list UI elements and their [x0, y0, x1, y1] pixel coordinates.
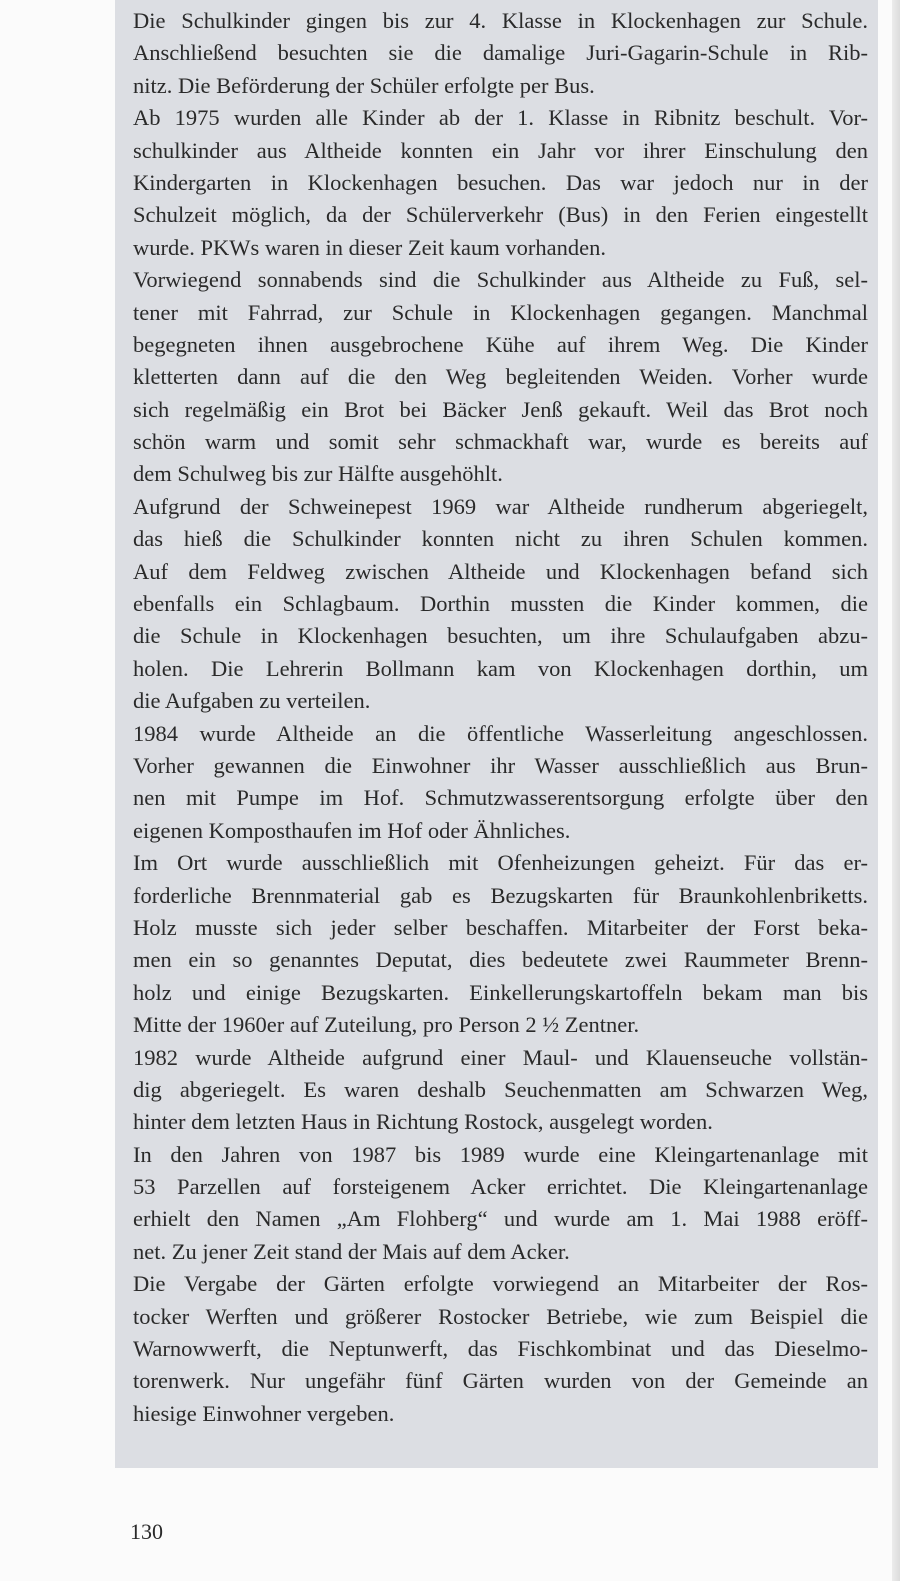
- text-line: Auf dem Feldweg zwischen Altheide und Klockenhagen befand sich: [133, 558, 868, 584]
- text-line: Anschließend besuchten sie die damalige Juri-Gagarin-Schule in Rib-: [133, 40, 868, 66]
- text-line: Vorwiegend sonnabends sind die Schulkinder aus Altheide zu Fuß, sel-: [133, 267, 868, 293]
- paragraph: [133, 1268, 868, 1430]
- text-line: sich regelmäßig ein Brot bei Bäcker Jenß gekauft. Weil das Brot noch: [133, 396, 868, 422]
- text-line: kletterten dann auf die den Weg begleitenden Weiden. Vorher wurde: [133, 364, 868, 390]
- text-line: 1982 wurde Altheide aufgrund einer Maul- und Klauenseuche vollstän-: [133, 1044, 868, 1070]
- text-line: Die Vergabe der Gärten erfolgte vorwiegend an Mitarbeiter der Ros-: [133, 1271, 868, 1297]
- text-line: ebenfalls ein Schlagbaum. Dorthin mussten die Kinder kommen, die: [133, 591, 868, 617]
- text-line: Schulzeit möglich, da der Schülerverkehr (Bus) in den Ferien eingestellt: [133, 202, 868, 228]
- text-line: Warnowwerft, die Neptunwerft, das Fischkombinat und das Dieselmo-: [133, 1336, 868, 1362]
- text-line: 1984 wurde Altheide an die öffentliche Wasserleitung angeschlossen.: [133, 720, 868, 746]
- text-line: begegneten ihnen ausgebrochene Kühe auf ihrem Weg. Die Kinder: [133, 331, 868, 357]
- text-line: Kindergarten in Klockenhagen besuchen. Das war jedoch nur in der: [133, 169, 868, 195]
- text-line: schulkinder aus Altheide konnten ein Jahr vor ihrer Einschulung den: [133, 137, 868, 163]
- paragraph: [133, 1042, 868, 1139]
- text-line: dig abgeriegelt. Es waren deshalb Seuchenmatten am Schwarzen Weg,: [133, 1076, 868, 1102]
- text-line: das hieß die Schulkinder konnten nicht zu ihren Schulen kommen.: [133, 526, 868, 552]
- text-line: tener mit Fahrrad, zur Schule in Klockenhagen gegangen. Manchmal: [133, 299, 868, 325]
- text-line: holz und einige Bezugskarten. Einkellerungskartoffeln bekam man bis: [133, 979, 868, 1005]
- text-line: hiesige Einwohner vergeben.: [133, 1400, 395, 1426]
- page-edge: [892, 0, 900, 1581]
- text-line: eigenen Komposthaufen im Hof oder Ähnliches.: [133, 817, 571, 843]
- paragraph: [133, 5, 868, 102]
- paragraph: [133, 847, 868, 1041]
- text-line: forderliche Brennmaterial gab es Bezugskarten für Braunkohlenbriketts.: [133, 882, 868, 908]
- text-line: Aufgrund der Schweinepest 1969 war Altheide rundherum abgeriegelt,: [133, 493, 868, 519]
- text-line: die Schule in Klockenhagen besuchten, um ihre Schulaufgaben abzu-: [133, 623, 868, 649]
- text-line: nen mit Pumpe im Hof. Schmutzwasserentsorgung erfolgte über den: [133, 785, 868, 811]
- paragraph: [133, 102, 868, 264]
- text-line: holen. Die Lehrerin Bollmann kam von Klockenhagen dorthin, um: [133, 655, 868, 681]
- text-line: tocker Werften und größerer Rostocker Betriebe, wie zum Beispiel die: [133, 1303, 868, 1329]
- text-line: wurde. PKWs waren in dieser Zeit kaum vorhanden.: [133, 234, 606, 260]
- text-line: Die Schulkinder gingen bis zur 4. Klasse in Klockenhagen zur Schule.: [133, 8, 868, 33]
- text-line: erhielt den Namen „Am Flohberg“ und wurde am 1. Mai 1988 eröff-: [133, 1206, 868, 1232]
- text-line: torenwerk. Nur ungefähr fünf Gärten wurden von der Gemeinde an: [133, 1368, 868, 1394]
- text-line: Vorher gewannen die Einwohner ihr Wasser ausschließlich aus Brun-: [133, 752, 868, 778]
- text-line: hinter dem letzten Haus in Richtung Rostock, ausgelegt worden.: [133, 1109, 713, 1135]
- text-line: Mitte der 1960er auf Zuteilung, pro Person 2 ½ Zentner.: [133, 1012, 640, 1038]
- text-line: men ein so genanntes Deputat, dies bedeutete zwei Raummeter Brenn-: [133, 947, 868, 973]
- text-line: Holz musste sich jeder selber beschaffen. Mitarbeiter der Forst beka-: [133, 914, 868, 940]
- text-line: 53 Parzellen auf forsteigenem Acker errichtet. Die Kleingartenanlage: [133, 1174, 868, 1200]
- text-line: schön warm und somit sehr schmackhaft war, wurde es bereits auf: [133, 429, 868, 455]
- text-line: Im Ort wurde ausschließlich mit Ofenheizungen geheizt. Für das er-: [133, 850, 868, 876]
- text-line: nitz. Die Beförderung der Schüler erfolgte per Bus.: [133, 72, 595, 98]
- paragraph: [133, 491, 868, 718]
- text-line: net. Zu jener Zeit stand der Mais auf dem Acker.: [133, 1238, 570, 1264]
- text-line: die Aufgaben zu verteilen.: [133, 688, 371, 714]
- paragraph: [133, 1139, 868, 1269]
- text-line: dem Schulweg bis zur Hälfte ausgehöhlt.: [133, 461, 503, 487]
- page-number: 130: [130, 1519, 163, 1544]
- text-line: In den Jahren von 1987 bis 1989 wurde eine Kleingartenanlage mit: [133, 1141, 868, 1167]
- paragraph: [133, 718, 868, 848]
- text-line: Ab 1975 wurden alle Kinder ab der 1. Klasse in Ribnitz beschult. Vor-: [133, 105, 868, 131]
- text-block: [115, 0, 878, 1468]
- paragraph: [133, 264, 868, 491]
